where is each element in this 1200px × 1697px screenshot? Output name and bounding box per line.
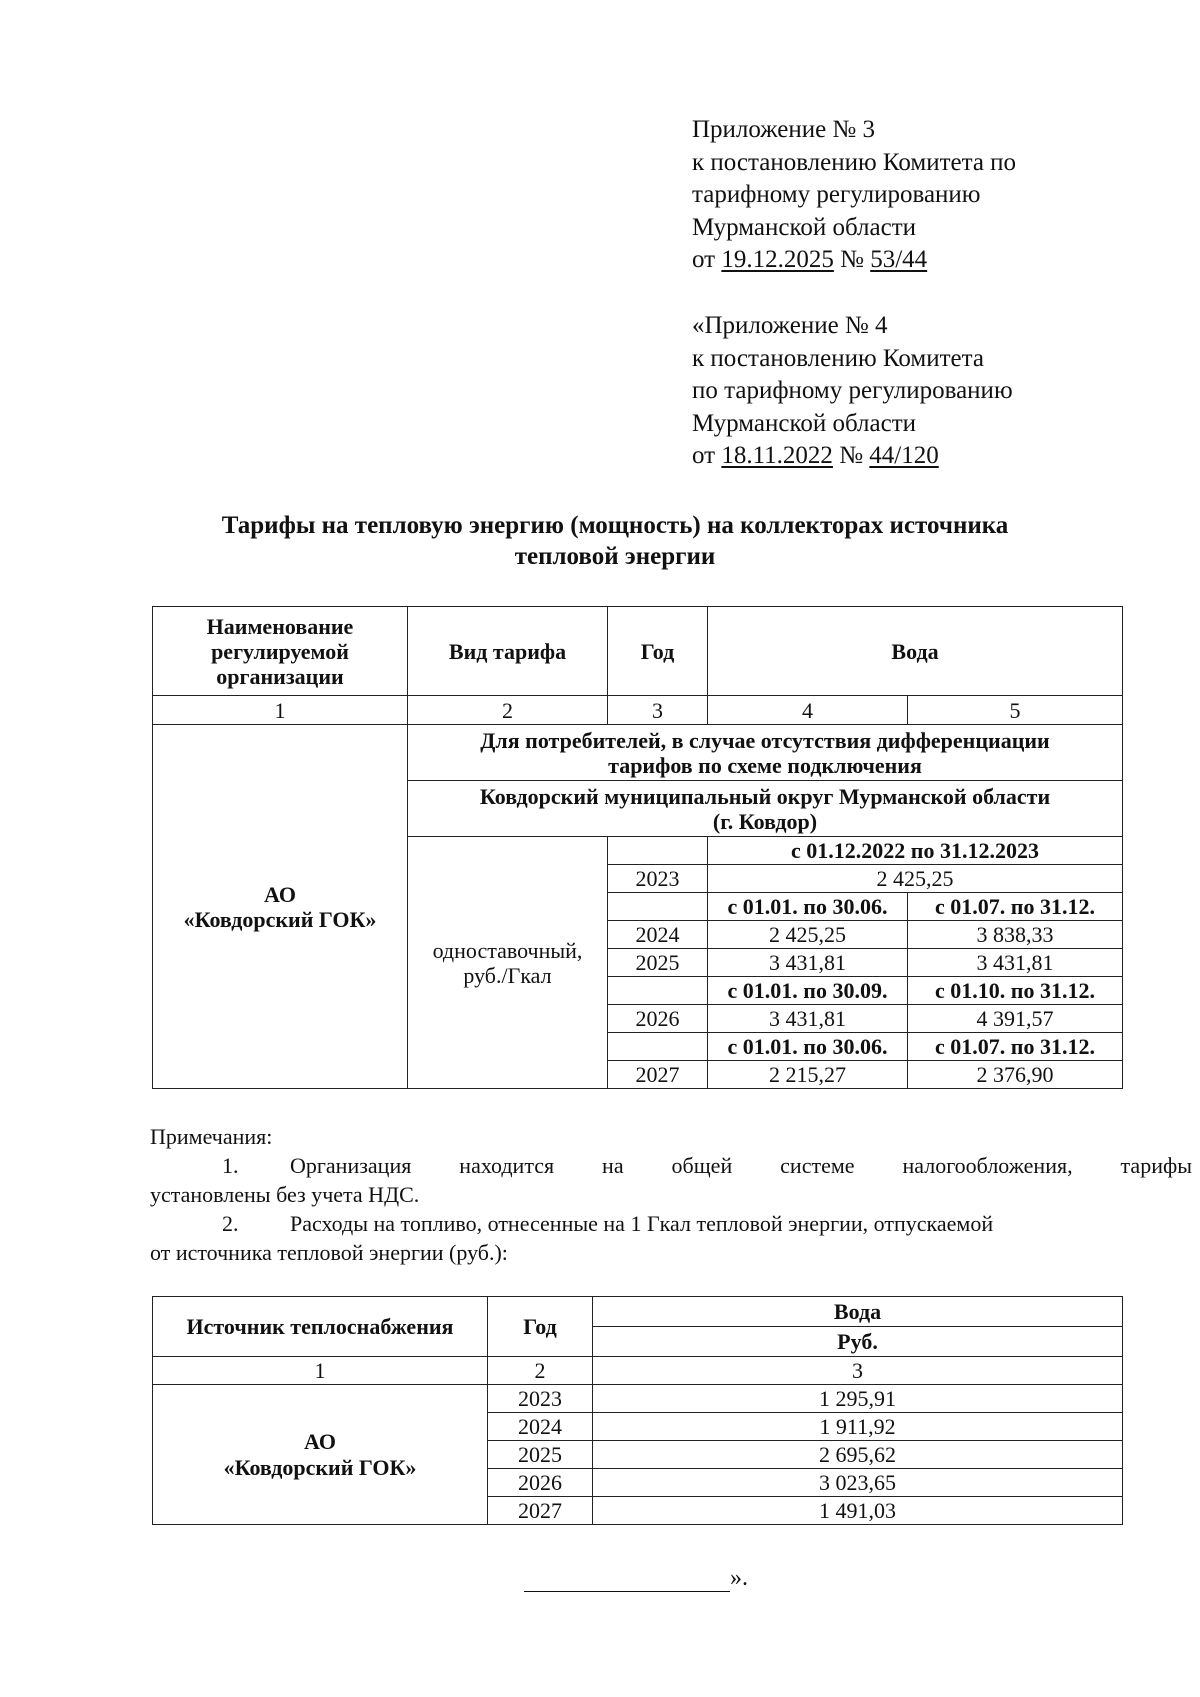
annex-line: тарифному регулированию (692, 181, 981, 208)
value-cell: 2 215,27 (708, 1061, 908, 1089)
column-number: 1 (153, 696, 408, 725)
year-cell: 2025 (608, 949, 708, 977)
value-cell: 3 431,81 (708, 1005, 908, 1033)
tariff-table (152, 606, 1123, 1089)
note-2-line-2: от источника тепловой энергии (руб.): (150, 1240, 508, 1265)
period-cell: с 01.10. по 31.12. (908, 977, 1123, 1005)
period-cell: с 01.01. по 30.06. (708, 893, 908, 921)
note-2-number: 2. (222, 1211, 239, 1236)
consumers-line: тарифов по схеме подключения (608, 752, 922, 778)
header-tariff-type: Вид тарифа (408, 607, 608, 696)
column-number: 4 (708, 696, 908, 725)
note-1-line-1 (150, 1151, 1192, 1180)
annex-number: 44/120 (869, 442, 939, 469)
closing-rule (524, 1567, 730, 1592)
closing-quote: ». (730, 1565, 748, 1591)
table-header-row (153, 607, 1123, 696)
header-source: Источник теплоснабжения (153, 1297, 488, 1357)
annex-header-old (692, 310, 1013, 473)
org-line: «Ковдорский ГОК» (183, 906, 377, 932)
year-cell: 2023 (608, 865, 708, 893)
annex-from: от (692, 442, 716, 469)
annex-line: Приложение № 3 (692, 116, 876, 143)
header-year: Год (488, 1297, 593, 1357)
period-cell: с 01.12.2022 по 31.12.2023 (708, 837, 1123, 865)
tariff-type-line: руб./Гкал (463, 962, 552, 988)
annex-date-line (692, 440, 1013, 473)
value-cell: 4 391,57 (908, 1005, 1123, 1033)
tariff-type-line: одноставочный, (432, 937, 583, 963)
column-number: 3 (608, 696, 708, 725)
org-line: АО (304, 1428, 336, 1454)
note-1-text: Организация находится на общей системе налогообложения, тарифы (290, 1153, 1192, 1178)
district-line: (г. Ковдор) (712, 808, 818, 834)
header-water: Вода (593, 1297, 1123, 1327)
consumers-line: Для потребителей, в случае отсутствия дифференциации (480, 727, 1050, 753)
value-cell: 3 838,33 (908, 921, 1123, 949)
annex-date: 19.12.2025 (721, 246, 834, 273)
column-number-row (153, 1357, 1123, 1385)
consumers-row (153, 725, 1123, 781)
year-cell: 2024 (608, 921, 708, 949)
organization-cell (153, 725, 408, 1089)
header-water: Вода (708, 607, 1123, 696)
annex-number: 53/44 (870, 246, 928, 273)
value-cell: 2 425,25 (708, 921, 908, 949)
note-1-number: 1. (222, 1153, 239, 1178)
value-cell: 2 695,62 (593, 1441, 1123, 1469)
year-cell: 2026 (488, 1469, 593, 1497)
annex-number-sign: № (840, 246, 864, 273)
org-line: «Ковдорский ГОК» (223, 1454, 417, 1480)
consumers-cell (408, 725, 1123, 781)
header-year: Год (608, 607, 708, 696)
column-number: 3 (593, 1357, 1123, 1385)
note-2-line-1 (150, 1209, 1192, 1238)
column-number: 2 (488, 1357, 593, 1385)
column-number-row (153, 696, 1123, 725)
period-cell: с 01.07. по 31.12. (908, 1033, 1123, 1061)
fuel-cost-table (152, 1296, 1123, 1525)
value-cell: 2 425,25 (708, 865, 1123, 893)
note-1-line-2: установлены без учета НДС. (150, 1182, 420, 1207)
annex-line: «Приложение № 4 (692, 312, 888, 339)
value-cell: 1 911,92 (593, 1413, 1123, 1441)
value-cell: 2 376,90 (908, 1061, 1123, 1089)
document-title (150, 510, 1080, 572)
notes-section (150, 1122, 1192, 1272)
column-number: 5 (908, 696, 1123, 725)
annex-line: по тарифному регулированию (692, 377, 1013, 404)
value-cell: 3 023,65 (593, 1469, 1123, 1497)
value-cell: 1 491,03 (593, 1497, 1123, 1525)
annex-header-new (692, 114, 1016, 277)
annex-from: от (692, 246, 716, 273)
year-cell-empty (608, 977, 708, 1005)
year-cell: 2027 (488, 1497, 593, 1525)
district-line: Ковдорский муниципальный округ Мурманской области (479, 783, 1051, 809)
value-cell: 3 431,81 (708, 949, 908, 977)
organization-cell (153, 1385, 488, 1525)
title-line: тепловой энергии (514, 543, 716, 570)
column-number: 1 (153, 1357, 488, 1385)
header-org: Наименование регулируемой организации (153, 607, 408, 696)
annex-line: Мурманской области (692, 409, 917, 437)
header-unit: Руб. (593, 1327, 1123, 1357)
year-cell: 2024 (488, 1413, 593, 1441)
column-number: 2 (408, 696, 608, 725)
year-cell: 2025 (488, 1441, 593, 1469)
org-line: АО (264, 881, 296, 907)
table-row (153, 1385, 1123, 1413)
period-cell: с 01.07. по 31.12. (908, 893, 1123, 921)
annex-line: к постановлению Комитета по (692, 148, 1017, 176)
year-cell-empty (608, 1033, 708, 1061)
year-cell-empty (608, 893, 708, 921)
annex-line: к постановлению Комитета (692, 344, 984, 372)
tariff-type-cell (408, 837, 608, 1089)
annex-date: 18.11.2022 (721, 442, 833, 469)
year-cell: 2026 (608, 1005, 708, 1033)
title-line: Тарифы на тепловую энергию (мощность) на коллекторах источника (221, 512, 1009, 539)
period-cell: с 01.01. по 30.06. (708, 1033, 908, 1061)
annex-date-line (692, 244, 1016, 277)
note-2-text: Расходы на топливо, отнесенные на 1 Гкал тепловой энергии, отпускаемой (290, 1211, 994, 1236)
district-cell (408, 781, 1123, 837)
annex-line: Мурманской области (692, 213, 917, 241)
value-cell: 3 431,81 (908, 949, 1123, 977)
year-cell: 2027 (608, 1061, 708, 1089)
table-header-row (153, 1297, 1123, 1327)
annex-number-sign: № (839, 442, 864, 469)
value-cell: 1 295,91 (593, 1385, 1123, 1413)
closing-mark (524, 1565, 748, 1592)
year-cell-empty (608, 837, 708, 865)
year-cell: 2023 (488, 1385, 593, 1413)
notes-label: Примечания: (150, 1124, 273, 1149)
period-cell: с 01.01. по 30.09. (708, 977, 908, 1005)
